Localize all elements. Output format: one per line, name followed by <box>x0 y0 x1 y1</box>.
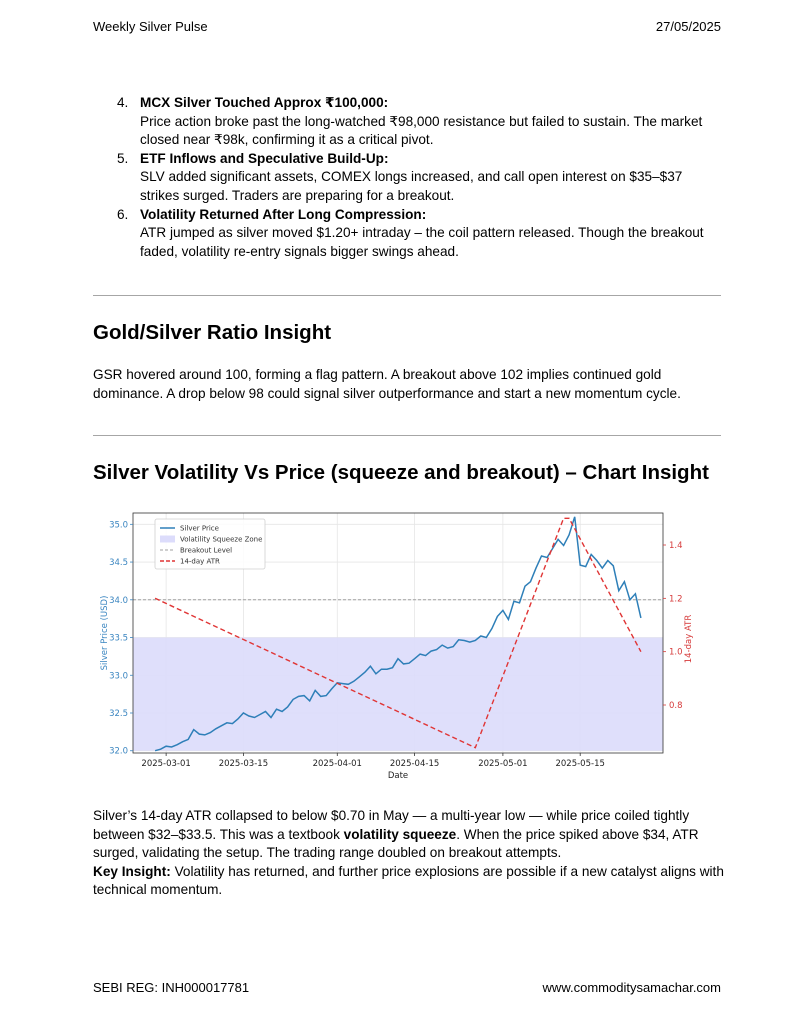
insight-text: Silver’s 14-day ATR collapsed to below $0.70 in May — a multi-year low — while price coiled tightly between $32–$33.5. This was a textbook <box>93 808 690 842</box>
section-divider <box>93 295 721 296</box>
y-axis-label: Silver Price (USD) <box>100 595 110 671</box>
y-tick-label: 34.5 <box>109 558 128 569</box>
list-item-number: 5. <box>117 150 129 166</box>
y-tick-label: 32.0 <box>109 746 128 757</box>
gsr-section-text: GSR hovered around 100, forming a flag pattern. A breakout above 102 implies continued gold dominance. A drop below 98 could signal silver outperformance and start a new momentum cycle. <box>93 367 681 401</box>
y2-axis-label: 14-day ATR <box>684 614 694 664</box>
chart-section-title: Silver Volatility Vs Price (squeeze and breakout) – Chart Insight <box>93 461 709 484</box>
list-item-body: Price action broke past the long-watched ₹98,000 resistance but failed to sustain. The market closed near ₹98k, confirming it as a critical pivot. <box>140 113 703 148</box>
key-insight-label: Key Insight: <box>93 863 171 879</box>
y-tick-label: 33.0 <box>109 671 128 682</box>
legend-swatch-squeeze <box>160 536 175 543</box>
gsr-section-title: Gold/Silver Ratio Insight <box>93 321 332 344</box>
footer-website[interactable]: www.commoditysamachar.com <box>542 980 721 995</box>
x-tick-label: 2025-03-15 <box>218 759 269 769</box>
x-axis-label: Date <box>387 771 409 781</box>
y-tick-label: 33.5 <box>109 633 128 644</box>
y-tick-label: 35.0 <box>109 520 128 531</box>
list-item-body: SLV added significant assets, COMEX longs increased, and call open interest on $35–$37 strikes surged. Traders are preparing for a breakout. <box>140 169 683 203</box>
y2-tick-label: 1.0 <box>669 647 683 658</box>
y2-tick-label: 1.2 <box>669 594 683 605</box>
legend-entry: Volatility Squeeze Zone <box>180 535 263 544</box>
header-date: 27/05/2025 <box>655 19 721 34</box>
x-tick-label: 2025-03-01 <box>141 759 191 769</box>
chart-insight-paragraph <box>93 807 725 900</box>
list-item <box>93 94 723 150</box>
legend-entry: Breakout Level <box>180 546 233 555</box>
insight-highlight: volatility squeeze <box>343 826 457 842</box>
x-tick-label: 2025-05-01 <box>478 759 528 769</box>
y2-tick-label: 0.8 <box>669 701 683 711</box>
legend-entry: 14-day ATR <box>180 557 220 566</box>
list-item-title: MCX Silver Touched Approx ₹100,000: <box>140 95 389 110</box>
section-divider <box>93 435 721 436</box>
key-insight-text: Volatility has returned, and further price explosions are possible if a new catalyst aligns with technical momentum. <box>93 863 724 898</box>
list-item-body: ATR jumped as silver moved $1.20+ intraday – the coil pattern released. Though the breakout faded, volatility re-entry signals bigger swings ahead. <box>140 225 704 259</box>
y-tick-label: 32.5 <box>109 709 128 719</box>
x-tick-label: 2025-04-01 <box>312 759 362 769</box>
volatility-price-chart <box>93 503 694 783</box>
squeeze-zone <box>133 638 663 751</box>
header-title: Weekly Silver Pulse <box>93 19 208 34</box>
list-item-title: Volatility Returned After Long Compression: <box>140 206 427 222</box>
y2-tick-label: 1.4 <box>669 541 683 551</box>
insight-text: . When the price spiked above $34, ATR surged, validating the setup. The trading range doubled on breakout attempts. <box>93 826 699 861</box>
footer-sebi-reg: SEBI REG: INH000017781 <box>93 980 250 995</box>
list-item <box>93 206 723 262</box>
x-tick-label: 2025-05-15 <box>555 759 605 769</box>
legend-entry: Silver Price <box>180 524 219 533</box>
list-item-number: 4. <box>117 95 129 110</box>
y-tick-label: 34.0 <box>109 595 128 606</box>
x-tick-label: 2025-04-15 <box>389 759 440 769</box>
key-points-list <box>93 94 723 261</box>
list-item-title: ETF Inflows and Speculative Build-Up: <box>140 150 389 166</box>
list-item <box>93 150 723 206</box>
list-item-number: 6. <box>117 206 129 222</box>
